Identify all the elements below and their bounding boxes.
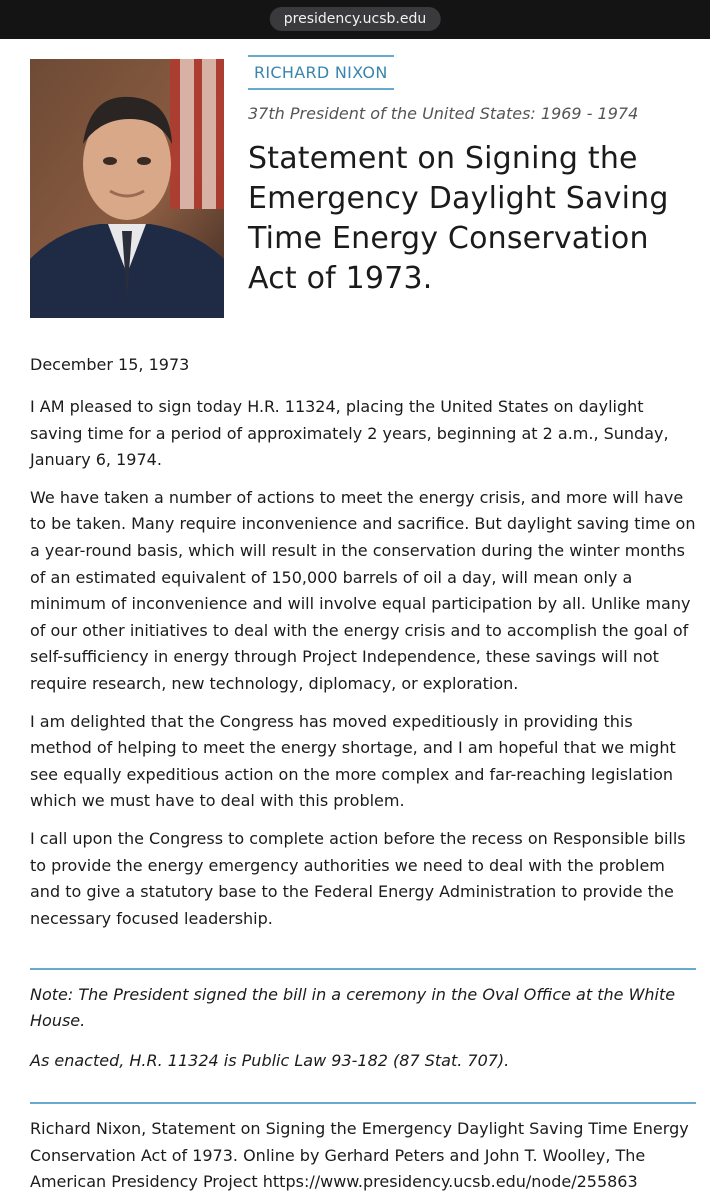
browser-top-bar [0, 0, 710, 39]
document-date: December 15, 1973 [30, 355, 190, 374]
notes-section [30, 970, 696, 1094]
president-subtitle: 37th President of the United States: 1969 - 1974 [248, 104, 639, 123]
body-paragraph-1: I AM pleased to sign today H.R. 11324, placing the United States on daylight saving time for a period of approximately 2 years, beginning at 2 a.m., Sunday, January 6, 1974. [30, 397, 669, 470]
address-bar[interactable]: presidency.ucsb.edu [270, 7, 441, 31]
notes-divider-bottom [30, 1102, 696, 1104]
document-body [30, 394, 696, 932]
portrait-image [30, 59, 224, 318]
body-paragraph-4: I call upon the Congress to complete action before the recess on Responsible bills to provide the energy emergency authorities we need to deal with the problem and to give a statutory base to the Federal Energy Administration to provide the necessary focused leadership. [30, 828, 686, 928]
document-header [248, 39, 696, 335]
president-name-link[interactable]: RICHARD NIXON [248, 55, 394, 90]
body-paragraph-2: We have taken a number of actions to meet the energy crisis, and more will have to be taken. Many require inconvenience and sacrifice. But daylight saving time on a year-round basis, which will result in the conservation during the winter months of an estimated equivalent of 150,000 barrels of oil a day, will mean only a minimum of inconvenience and will involve equal participation by all. Unlike many of our other initiatives to deal with the energy crisis and to accomplish the goal of self-sufficiency in energy through Project Independence, these savings will not require research, new technology, diplomacy, or exploration. [30, 487, 696, 693]
note-public-law: As enacted, H.R. 11324 is Public Law 93-182 (87 Stat. 707). [30, 1051, 510, 1071]
body-paragraph-3: I am delighted that the Congress has moved expeditiously in providing this method of helping to meet the energy shortage, and I am hopeful that we might see equally expeditious action on the more complex and far-reaching legislation which we must have to deal with this problem. [30, 711, 676, 811]
document-title: Statement on Signing the Emergency Daylight Saving Time Energy Conservation Act of 1973. [248, 141, 669, 296]
president-portrait [30, 59, 224, 318]
citation-text: Richard Nixon, Statement on Signing the Emergency Daylight Saving Time Energy Conservation Act of 1973. Online by Gerhard Peters and John T. Woolley, The American Presidency Project https://www.presidency.ucsb.edu/node/255863 [30, 1119, 689, 1192]
document-page [0, 39, 710, 1196]
note-ceremony: Note: The President signed the bill in a ceremony in the Oval Office at the White House. [30, 985, 676, 1031]
